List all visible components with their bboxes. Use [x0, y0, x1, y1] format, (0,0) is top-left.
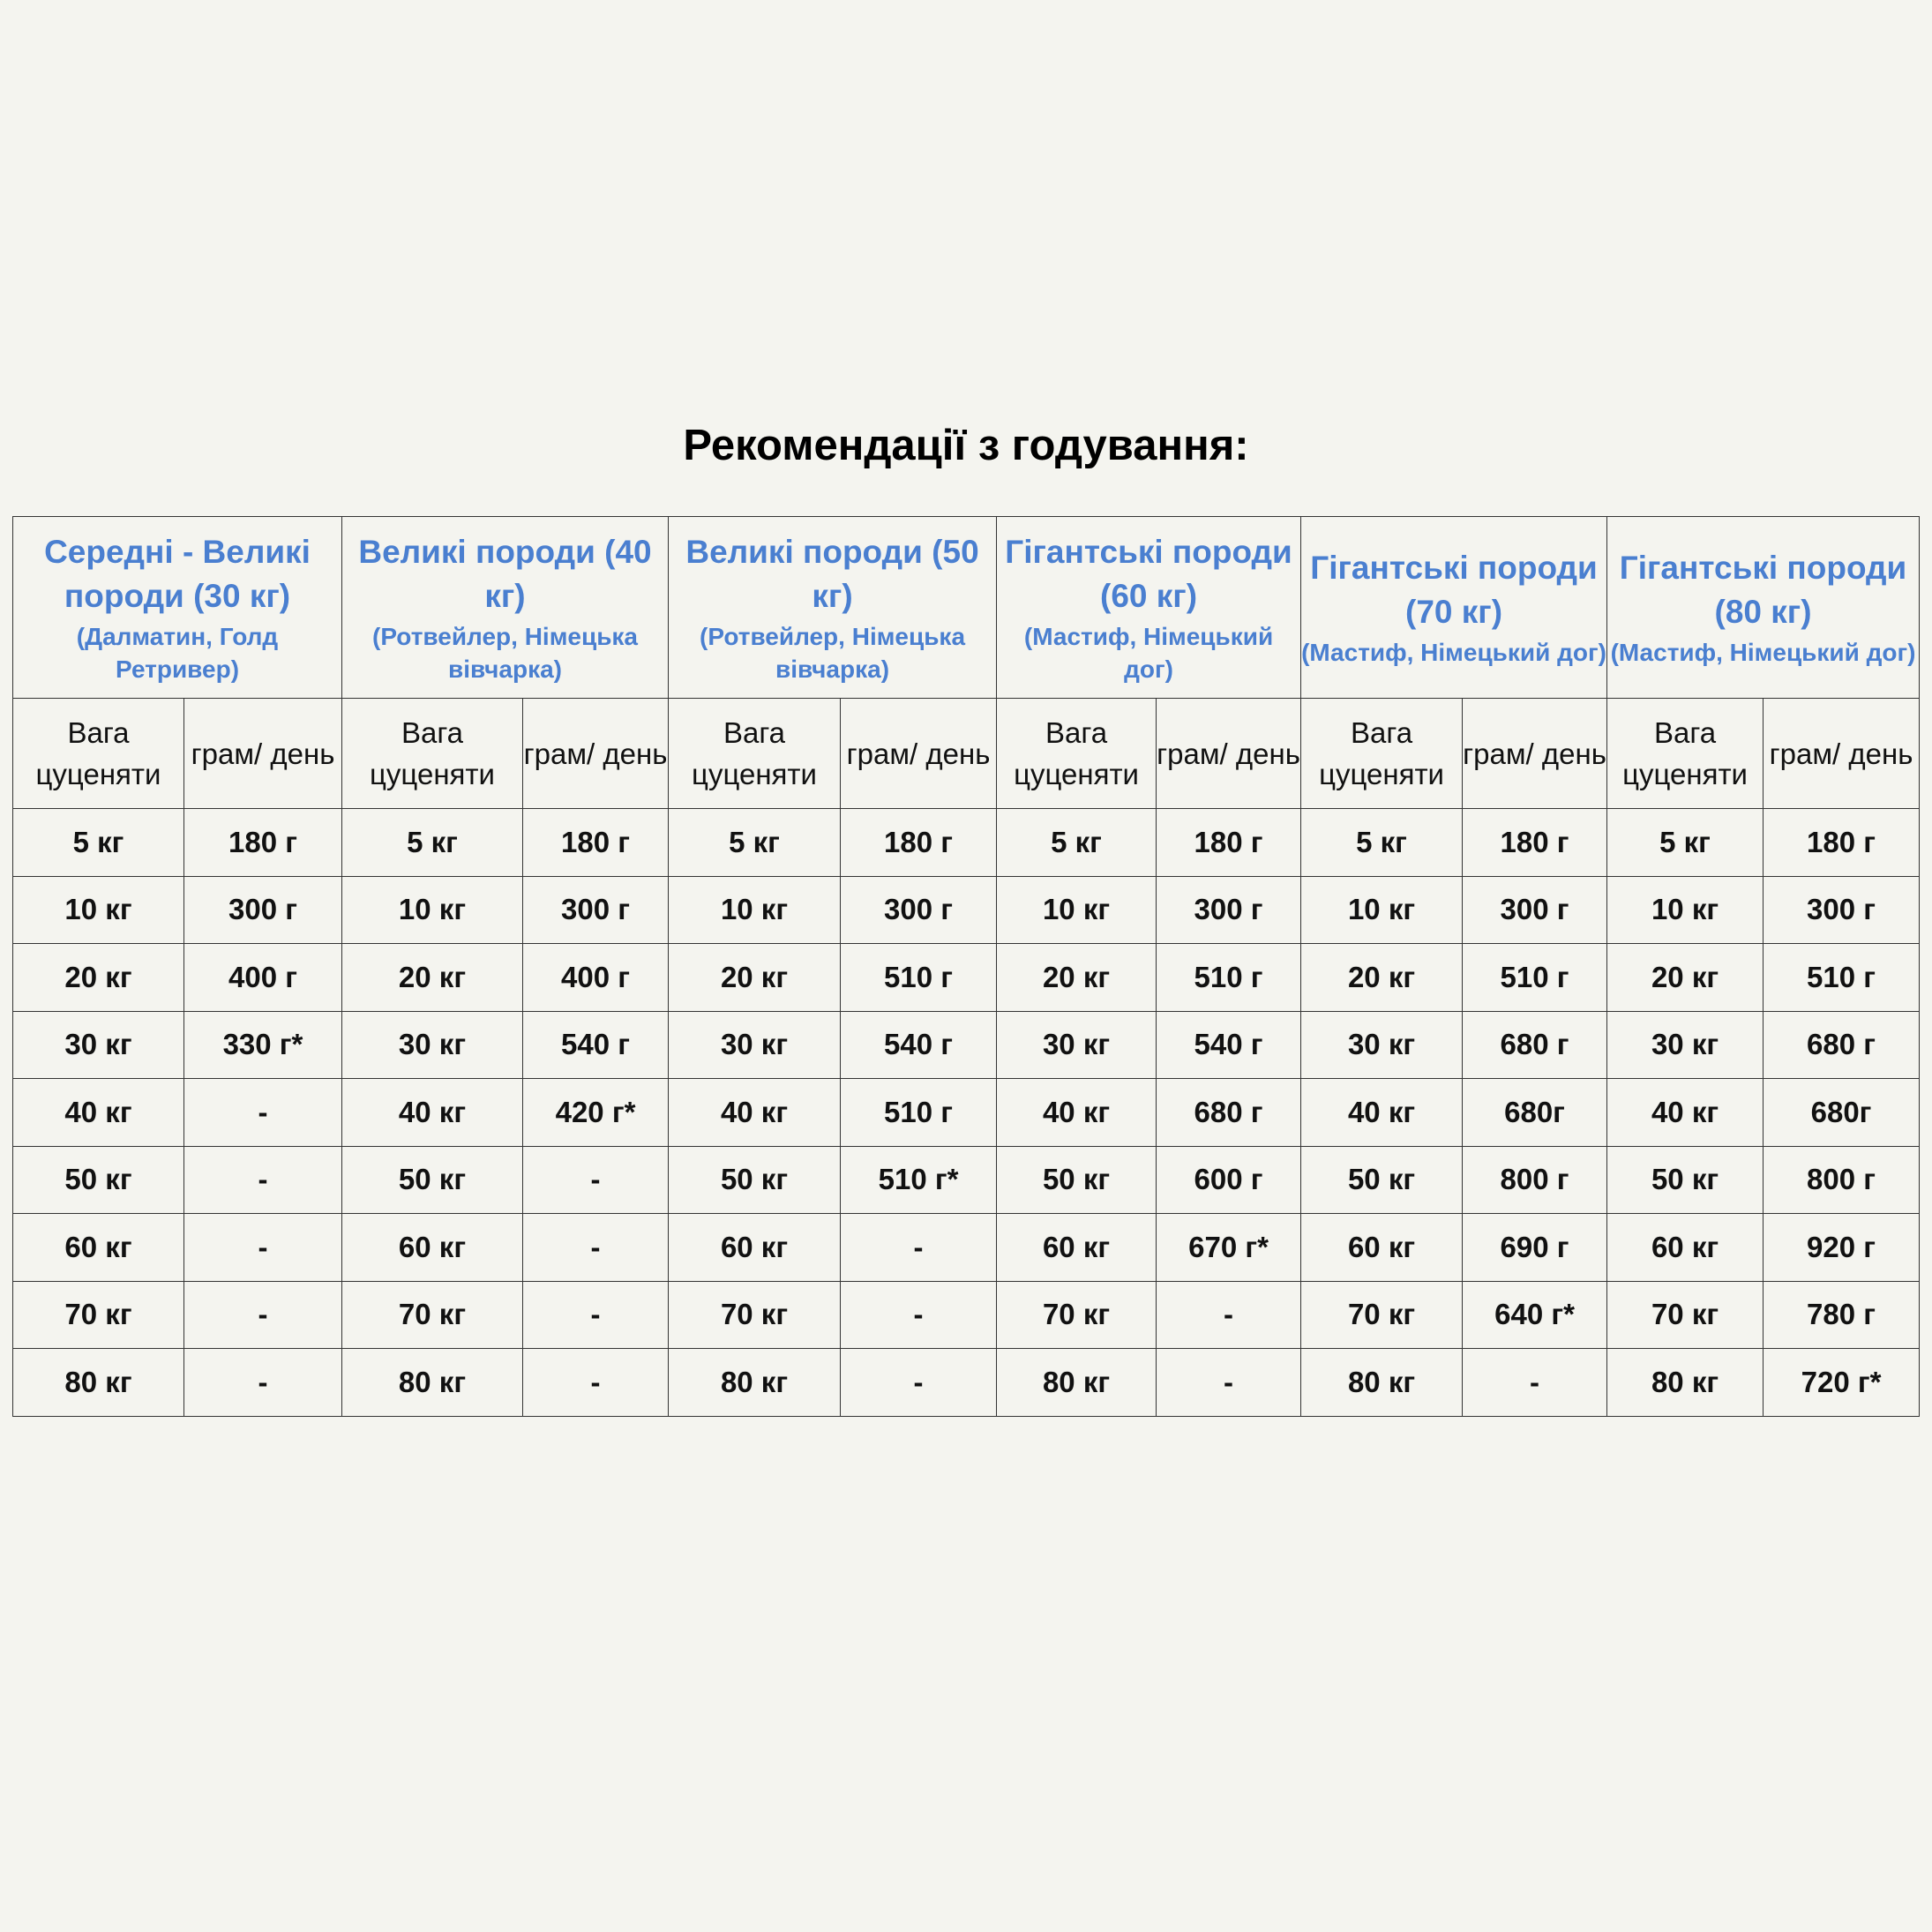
grams-per-day-cell: -: [523, 1214, 669, 1282]
table-row: [13, 1146, 1920, 1214]
group-header: [1607, 517, 1920, 699]
puppy-weight-cell: 80 кг: [342, 1349, 523, 1417]
puppy-weight-cell: 20 кг: [1301, 944, 1463, 1012]
grams-per-day-cell: 690 г: [1463, 1214, 1607, 1282]
grams-column-header: грам/ день: [1157, 699, 1301, 809]
puppy-weight-cell: 60 кг: [342, 1214, 523, 1282]
group-header: [13, 517, 342, 699]
grams-per-day-cell: -: [184, 1146, 342, 1214]
grams-per-day-cell: 640 г*: [1463, 1281, 1607, 1349]
puppy-weight-cell: 80 кг: [1301, 1349, 1463, 1417]
puppy-weight-cell: 5 кг: [997, 809, 1157, 877]
puppy-weight-cell: 10 кг: [13, 876, 184, 944]
puppy-weight-cell: 50 кг: [1607, 1146, 1764, 1214]
grams-column-header: грам/ день: [1764, 699, 1920, 809]
grams-per-day-cell: 180 г: [1157, 809, 1301, 877]
table-body: [13, 809, 1920, 1417]
grams-per-day-cell: -: [184, 1349, 342, 1417]
group-title: Гігантські породи (70 кг): [1310, 550, 1598, 630]
puppy-weight-cell: 50 кг: [13, 1146, 184, 1214]
puppy-weight-cell: 80 кг: [997, 1349, 1157, 1417]
table-row: [13, 944, 1920, 1012]
puppy-weight-cell: 70 кг: [1607, 1281, 1764, 1349]
group-title: Гігантські породи (80 кг): [1619, 550, 1907, 630]
puppy-weight-cell: 5 кг: [13, 809, 184, 877]
grams-per-day-cell: 300 г: [1463, 876, 1607, 944]
puppy-weight-cell: 10 кг: [997, 876, 1157, 944]
puppy-weight-cell: 40 кг: [1301, 1079, 1463, 1147]
grams-per-day-cell: 420 г*: [523, 1079, 669, 1147]
puppy-weight-cell: 5 кг: [1301, 809, 1463, 877]
grams-per-day-cell: 510 г: [841, 1079, 997, 1147]
puppy-weight-cell: 10 кг: [1301, 876, 1463, 944]
puppy-weight-cell: 40 кг: [1607, 1079, 1764, 1147]
group-title: Великі породи (40 кг): [358, 533, 652, 614]
puppy-weight-cell: 30 кг: [669, 1011, 841, 1079]
grams-per-day-cell: -: [1157, 1281, 1301, 1349]
group-subtitle: (Мастиф, Німецький дог): [1301, 639, 1606, 666]
table-row: [13, 1079, 1920, 1147]
puppy-weight-cell: 10 кг: [1607, 876, 1764, 944]
puppy-weight-cell: 60 кг: [1607, 1214, 1764, 1282]
group-header: [1301, 517, 1607, 699]
puppy-weight-cell: 20 кг: [1607, 944, 1764, 1012]
puppy-weight-cell: 70 кг: [997, 1281, 1157, 1349]
group-title: Гігантські породи (60 кг): [1005, 533, 1292, 614]
puppy-weight-cell: 5 кг: [342, 809, 523, 877]
puppy-weight-cell: 30 кг: [342, 1011, 523, 1079]
weight-column-header: Вага цуценяти: [669, 699, 841, 809]
puppy-weight-cell: 30 кг: [997, 1011, 1157, 1079]
puppy-weight-cell: 10 кг: [669, 876, 841, 944]
grams-per-day-cell: 510 г: [1157, 944, 1301, 1012]
weight-column-header: Вага цуценяти: [13, 699, 184, 809]
grams-per-day-cell: -: [184, 1214, 342, 1282]
puppy-weight-cell: 20 кг: [342, 944, 523, 1012]
grams-per-day-cell: 780 г: [1764, 1281, 1920, 1349]
weight-column-header: Вага цуценяти: [1607, 699, 1764, 809]
grams-per-day-cell: 680г: [1463, 1079, 1607, 1147]
weight-column-header: Вага цуценяти: [1301, 699, 1463, 809]
grams-column-header: грам/ день: [841, 699, 997, 809]
puppy-weight-cell: 50 кг: [342, 1146, 523, 1214]
grams-per-day-cell: 180 г: [523, 809, 669, 877]
table-row: [13, 1349, 1920, 1417]
grams-per-day-cell: 800 г: [1463, 1146, 1607, 1214]
grams-per-day-cell: -: [841, 1281, 997, 1349]
grams-column-header: грам/ день: [1463, 699, 1607, 809]
grams-per-day-cell: 510 г: [1764, 944, 1920, 1012]
puppy-weight-cell: 50 кг: [1301, 1146, 1463, 1214]
puppy-weight-cell: 20 кг: [13, 944, 184, 1012]
feeding-table: [12, 516, 1920, 1417]
grams-per-day-cell: 670 г*: [1157, 1214, 1301, 1282]
grams-per-day-cell: 510 г: [841, 944, 997, 1012]
grams-per-day-cell: 180 г: [184, 809, 342, 877]
grams-per-day-cell: -: [184, 1079, 342, 1147]
grams-per-day-cell: 400 г: [523, 944, 669, 1012]
puppy-weight-cell: 60 кг: [13, 1214, 184, 1282]
group-title: Середні - Великі породи (30 кг): [44, 533, 311, 614]
puppy-weight-cell: 40 кг: [13, 1079, 184, 1147]
table-row: [13, 1214, 1920, 1282]
grams-per-day-cell: 300 г: [184, 876, 342, 944]
puppy-weight-cell: 5 кг: [669, 809, 841, 877]
grams-per-day-cell: -: [523, 1146, 669, 1214]
group-subtitle: (Далматин, Голд Ретривер): [76, 622, 279, 683]
puppy-weight-cell: 20 кг: [669, 944, 841, 1012]
puppy-weight-cell: 60 кг: [997, 1214, 1157, 1282]
column-header-row: [13, 699, 1920, 809]
puppy-weight-cell: 70 кг: [342, 1281, 523, 1349]
grams-per-day-cell: 680г: [1764, 1079, 1920, 1147]
grams-per-day-cell: 540 г: [523, 1011, 669, 1079]
grams-per-day-cell: 600 г: [1157, 1146, 1301, 1214]
puppy-weight-cell: 30 кг: [13, 1011, 184, 1079]
group-subtitle: (Ротвейлер, Німецька вівчарка): [700, 622, 966, 683]
grams-per-day-cell: -: [841, 1214, 997, 1282]
grams-per-day-cell: 510 г*: [841, 1146, 997, 1214]
puppy-weight-cell: 40 кг: [342, 1079, 523, 1147]
grams-per-day-cell: 300 г: [1764, 876, 1920, 944]
puppy-weight-cell: 70 кг: [669, 1281, 841, 1349]
puppy-weight-cell: 20 кг: [997, 944, 1157, 1012]
grams-per-day-cell: 720 г*: [1764, 1349, 1920, 1417]
group-subtitle: (Ротвейлер, Німецька вівчарка): [372, 622, 638, 683]
grams-per-day-cell: 680 г: [1157, 1079, 1301, 1147]
group-header: [342, 517, 669, 699]
table-row: [13, 1281, 1920, 1349]
grams-per-day-cell: 180 г: [1463, 809, 1607, 877]
grams-per-day-cell: 300 г: [1157, 876, 1301, 944]
puppy-weight-cell: 70 кг: [1301, 1281, 1463, 1349]
weight-column-header: Вага цуценяти: [997, 699, 1157, 809]
puppy-weight-cell: 40 кг: [669, 1079, 841, 1147]
weight-column-header: Вага цуценяти: [342, 699, 523, 809]
puppy-weight-cell: 70 кг: [13, 1281, 184, 1349]
grams-per-day-cell: 400 г: [184, 944, 342, 1012]
grams-per-day-cell: 180 г: [1764, 809, 1920, 877]
grams-per-day-cell: 540 г: [841, 1011, 997, 1079]
grams-per-day-cell: 300 г: [841, 876, 997, 944]
puppy-weight-cell: 50 кг: [669, 1146, 841, 1214]
puppy-weight-cell: 5 кг: [1607, 809, 1764, 877]
grams-per-day-cell: 800 г: [1764, 1146, 1920, 1214]
grams-per-day-cell: 540 г: [1157, 1011, 1301, 1079]
grams-column-header: грам/ день: [523, 699, 669, 809]
grams-column-header: грам/ день: [184, 699, 342, 809]
puppy-weight-cell: 60 кг: [669, 1214, 841, 1282]
group-subtitle: (Мастиф, Німецький дог): [1023, 622, 1274, 683]
grams-per-day-cell: 680 г: [1463, 1011, 1607, 1079]
grams-per-day-cell: 510 г: [1463, 944, 1607, 1012]
grams-per-day-cell: 680 г: [1764, 1011, 1920, 1079]
grams-per-day-cell: -: [1463, 1349, 1607, 1417]
table-row: [13, 809, 1920, 877]
puppy-weight-cell: 80 кг: [1607, 1349, 1764, 1417]
grams-per-day-cell: 180 г: [841, 809, 997, 877]
page-title: Рекомендації з годування:: [683, 422, 1249, 469]
group-subtitle: (Мастиф, Німецький дог): [1610, 639, 1916, 666]
grams-per-day-cell: -: [1157, 1349, 1301, 1417]
table-row: [13, 876, 1920, 944]
grams-per-day-cell: 920 г: [1764, 1214, 1920, 1282]
puppy-weight-cell: 40 кг: [997, 1079, 1157, 1147]
puppy-weight-cell: 60 кг: [1301, 1214, 1463, 1282]
group-header-row: [13, 517, 1920, 699]
table-row: [13, 1011, 1920, 1079]
grams-per-day-cell: -: [841, 1349, 997, 1417]
puppy-weight-cell: 10 кг: [342, 876, 523, 944]
puppy-weight-cell: 50 кг: [997, 1146, 1157, 1214]
group-header: [997, 517, 1301, 699]
group-title: Великі породи (50 кг): [685, 533, 979, 614]
puppy-weight-cell: 30 кг: [1607, 1011, 1764, 1079]
grams-per-day-cell: -: [523, 1349, 669, 1417]
group-header: [669, 517, 997, 699]
puppy-weight-cell: 80 кг: [669, 1349, 841, 1417]
grams-per-day-cell: -: [523, 1281, 669, 1349]
grams-per-day-cell: -: [184, 1281, 342, 1349]
puppy-weight-cell: 30 кг: [1301, 1011, 1463, 1079]
grams-per-day-cell: 330 г*: [184, 1011, 342, 1079]
puppy-weight-cell: 80 кг: [13, 1349, 184, 1417]
grams-per-day-cell: 300 г: [523, 876, 669, 944]
